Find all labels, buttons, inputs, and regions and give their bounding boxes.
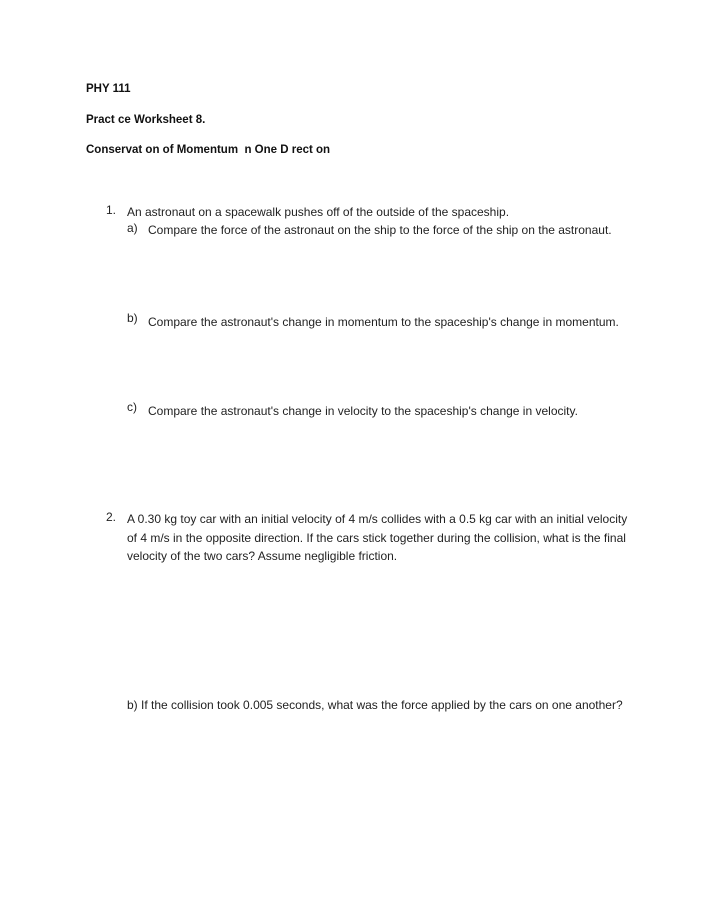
- question-2b-text: b) If the collision took 0.005 seconds, what was the force applied by the cars on one another?: [127, 698, 623, 712]
- question-2-text: A 0.30 kg toy car with an initial velocity of 4 m/s collides with a 0.5 kg car with an initial velocity of 4 m/s in the opposite direction. If the cars stick together during the collision, what is the final velocity of the two cars? Assume negligible friction.: [127, 512, 628, 563]
- question-1b-text: Compare the astronaut's change in momentum to the spaceship's change in momentum.: [148, 315, 619, 329]
- question-1-text: An astronaut on a spacewalk pushes off of the outside of the spaceship.: [127, 205, 510, 219]
- question-1c-letter: c): [127, 400, 137, 414]
- question-1b-letter: b): [127, 311, 138, 325]
- question-1c-text: Compare the astronaut's change in velocity to the spaceship's change in velocity.: [148, 404, 578, 418]
- course-code: PHY 111: [86, 83, 131, 95]
- question-1a-text: Compare the force of the astronaut on the ship to the force of the ship on the astronaut.: [148, 223, 612, 237]
- worksheet-topic: Conservat on of Momentum n One D rect on: [86, 144, 331, 156]
- question-1-number: 1.: [106, 203, 117, 217]
- question-1a-letter: a): [127, 221, 138, 235]
- worksheet-title: Pract ce Worksheet 8.: [86, 114, 206, 126]
- question-2-number: 2.: [106, 510, 117, 524]
